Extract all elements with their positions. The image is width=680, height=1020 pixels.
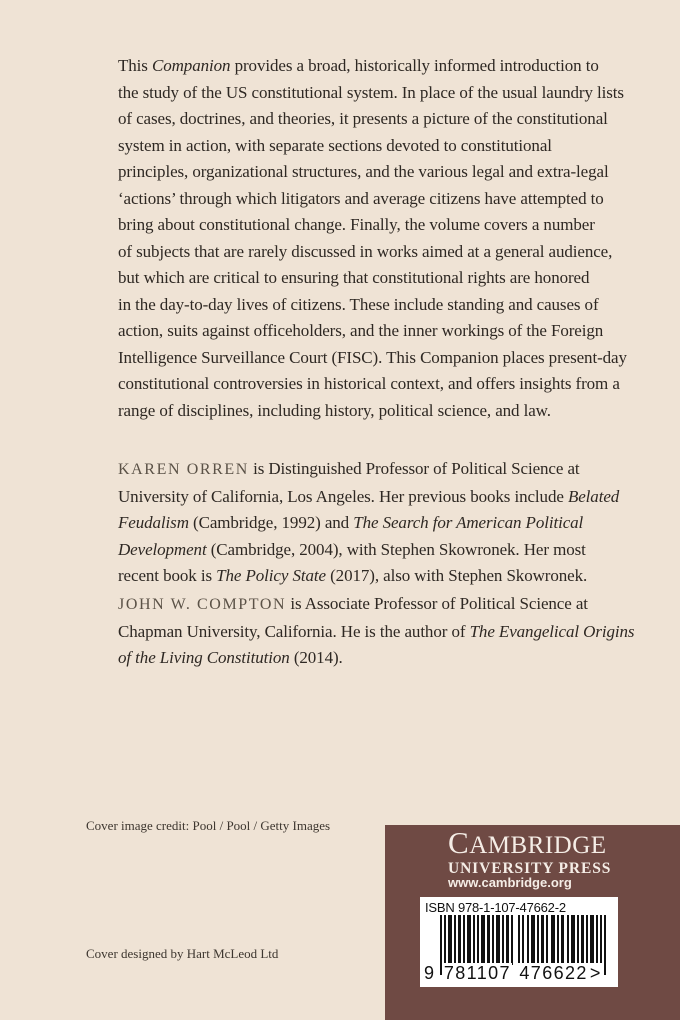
book-title: The Search for American Political xyxy=(353,513,584,532)
isbn-label: ISBN 978-1-107-47662-2 xyxy=(425,900,566,915)
author-bio-john-compton: JOHN W. COMPTON is Associate Professor of Political Science at Chapman University, California. He is the author of The Evangelical Origins of the Living Constitution (2014). xyxy=(118,594,635,667)
book-title: Development xyxy=(118,539,207,559)
publisher-name: CAMBRIDGE xyxy=(448,825,607,860)
blurb-line: This Companion provides a broad, historically informed introduction to xyxy=(118,56,599,75)
author-name: JOHN W. COMPTON xyxy=(118,596,287,613)
blurb-line: range of disciplines, including history, political science, and law. xyxy=(118,400,551,420)
companion-title: Companion xyxy=(151,56,231,75)
publisher-subtitle: UNIVERSITY PRESS xyxy=(448,860,612,877)
isbn-barcode xyxy=(420,897,618,987)
blurb-line: of subjects that are rarely discussed in works aimed at a general audience, xyxy=(118,241,613,261)
author-bio-karen-orren: KAREN ORREN is Distinguished Professor of Political Science at University of California, Los Angeles. Her previous books include Belated Feudalism (Cambridge, 1992) and The Search for American Political Development (Cambridge, 2004), with Stephen Skowronek. Her most recent book is The Policy State (2017), also with Stephen Skowronek. xyxy=(118,459,620,585)
book-title: of the Living Constitution xyxy=(118,648,290,667)
book-description xyxy=(118,53,627,424)
barcode-digits: 9 781107 476622 > xyxy=(424,963,602,983)
blurb-line: constitutional controversies in historical context, and offers insights from a xyxy=(118,374,620,393)
author-name: KAREN ORREN xyxy=(118,461,249,478)
blurb-line: ‘actions’ through which litigators and average citizens have attempted to xyxy=(118,188,604,208)
blurb-line: in the day-to-day lives of citizens. These include standing and causes of xyxy=(118,294,599,314)
blurb-line: but which are critical to ensuring that constitutional rights are honored xyxy=(118,268,590,287)
blurb-line: system in action, with separate sections devoted to constitutional xyxy=(118,135,552,155)
book-title: The Policy State xyxy=(216,566,326,585)
cambridge-logo xyxy=(448,825,612,878)
cover-design-credit: Cover designed by Hart McLeod Ltd xyxy=(86,946,279,961)
blurb-line: action, suits against officeholders, and the inner workings of the Foreign xyxy=(118,321,604,340)
publisher-panel xyxy=(385,825,680,1020)
book-title: Feudalism xyxy=(118,513,189,532)
blurb-line: the study of the US constitutional system. In place of the usual laundry lists xyxy=(118,82,624,102)
blurb-line: principles, organizational structures, and the various legal and extra-legal xyxy=(118,162,609,181)
book-title: Belated xyxy=(567,486,620,506)
blurb-line: of cases, doctrines, and theories, it presents a picture of the constitutional xyxy=(118,109,608,128)
cover-image-credit: Cover image credit: Pool / Pool / Getty Images xyxy=(86,818,331,833)
book-title: The Evangelical Origins xyxy=(469,621,635,641)
blurb-line: Intelligence Surveillance Court (FISC). This Companion places present-day xyxy=(118,347,627,367)
publisher-url: www.cambridge.org xyxy=(448,875,572,890)
blurb-line: bring about constitutional change. Finally, the volume covers a number xyxy=(118,215,595,234)
